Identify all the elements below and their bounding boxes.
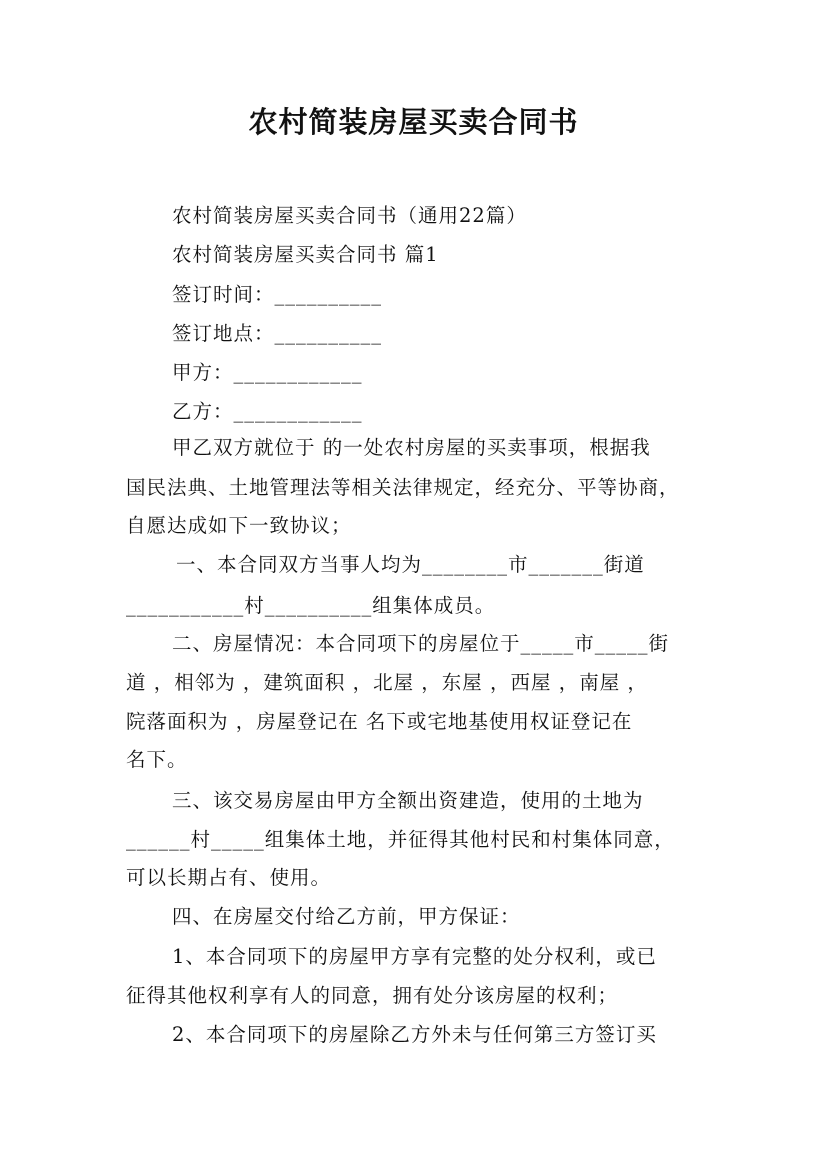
section-heading: 农村简装房屋买卖合同书 篇1 [172, 243, 439, 266]
paragraph-line: 自愿达成如下一致协议； [126, 514, 352, 537]
clause-1-line: ___________村__________组集体成员。 [126, 594, 496, 617]
clause-3-line: 三、该交易房屋由甲方全额出资建造，使用的土地为 [172, 789, 644, 812]
clause-3-line: 可以长期占有、使用。 [126, 866, 332, 889]
clause-2-line: 院落面积为 ，房屋登记在 名下或宅地基使用权证登记在 [126, 710, 633, 733]
clause-4-item-line: 征得其他权利享有人的同意，拥有处分该房屋的权利； [126, 984, 619, 1007]
party-b-field: 乙方：____________ [172, 400, 363, 423]
subtitle-line: 农村简装房屋买卖合同书（通用22篇） [172, 204, 527, 227]
clause-2-line: 名下。 [126, 748, 188, 771]
party-a-field: 甲方：____________ [172, 361, 363, 384]
clause-1-line: 一、本合同双方当事人均为________市_______街道 [176, 553, 645, 576]
clause-4-item-line: 1、本合同项下的房屋甲方享有完整的处分权利，或已 [172, 945, 657, 968]
paragraph-line: 国民法典、土地管理法等相关法律规定，经充分、平等协商， [126, 476, 680, 499]
paragraph-line: 甲乙双方就位于 的一处农村房屋的买卖事项，根据我 [172, 436, 651, 459]
clause-4-line: 四、在房屋交付给乙方前，甲方保证： [172, 905, 521, 928]
signing-time-field: 签订时间：__________ [172, 283, 383, 306]
clause-2-line: 道 ，相邻为 ，建筑面积 ，北屋 ，东屋 ，西屋 ，南屋 ， [126, 671, 648, 694]
clause-2-line: 二、房屋情况：本合同项下的房屋位于_____市_____街 [172, 632, 670, 655]
clause-4-item-line: 2、本合同项下的房屋除乙方外未与任何第三方签订买 [172, 1023, 657, 1046]
signing-place-field: 签订地点：__________ [172, 322, 383, 345]
clause-3-line: ______村_____组集体土地，并征得其他村民和村集体同意， [126, 828, 675, 851]
document-title: 农村简装房屋买卖合同书 [248, 105, 579, 139]
